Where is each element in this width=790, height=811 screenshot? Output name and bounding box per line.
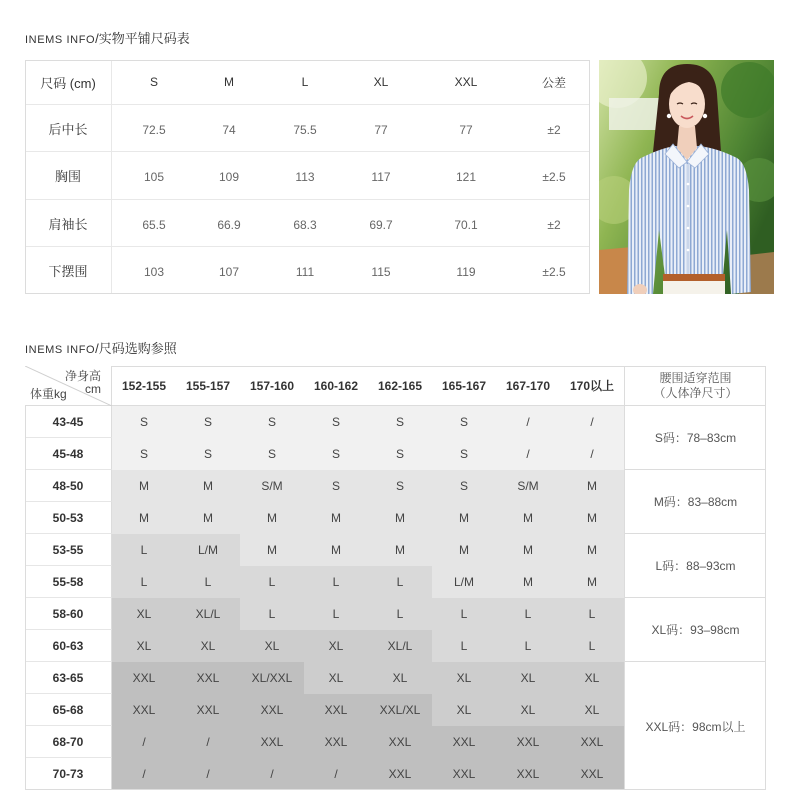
- flat-table-value: 119: [456, 265, 476, 279]
- size-guide-size-cell: S: [368, 438, 432, 470]
- size-guide-size-cell: XXL: [112, 694, 176, 726]
- size-guide-size-cell: L: [432, 630, 496, 662]
- flat-table-size-header: XXL: [414, 60, 518, 105]
- flat-table-size-header: XL: [348, 60, 414, 105]
- flat-table-value: 75.5: [262, 105, 348, 152]
- size-guide-size-cell: L: [304, 598, 368, 630]
- flat-table-title-brand: INEMS INFO: [25, 34, 96, 46]
- size-guide-size-cell: XXL: [496, 758, 560, 790]
- size-guide-title: [25, 341, 177, 358]
- size-guide-size-cell: XXL: [560, 758, 624, 790]
- size-guide-size-cell: XL: [432, 662, 496, 694]
- size-guide-size-cell: XL: [304, 630, 368, 662]
- size-guide-weight-label: 68-70: [25, 726, 112, 758]
- size-guide-size-cell: L: [240, 598, 304, 630]
- size-guide-size-cell: L: [240, 566, 304, 598]
- flat-table-row-label: 肩袖长: [25, 200, 112, 247]
- size-guide-size-cell: M: [368, 502, 432, 534]
- flat-table-value: 109: [196, 152, 262, 200]
- size-guide-size-cell: S: [176, 438, 240, 470]
- size-guide-size-cell: /: [176, 758, 240, 790]
- flat-table-value: 121: [414, 152, 518, 200]
- size-guide-title-text: /尺码选购参照: [95, 341, 177, 356]
- flat-table-header-label: 尺码 (cm): [25, 60, 112, 105]
- size-guide-size-cell: M: [240, 502, 304, 534]
- flat-table-value: 72.5: [112, 105, 196, 152]
- size-guide-size-cell: M: [240, 534, 304, 566]
- size-guide-size-cell: XXL: [176, 662, 240, 694]
- size-guide-size-cell: L: [560, 598, 624, 630]
- corner-height-unit: cm: [85, 382, 101, 396]
- corner-weight-label: 体重kg: [30, 387, 67, 401]
- waist-header-title: 腰围适穿范围: [659, 370, 732, 385]
- flat-table-value: 111: [295, 265, 315, 279]
- flat-measurement-table: [25, 60, 590, 294]
- size-guide-size-cell: L: [368, 598, 432, 630]
- size-guide-size-cell: /: [112, 726, 176, 758]
- flat-table-value: 77: [414, 105, 518, 152]
- size-guide-size-cell: XXL: [176, 694, 240, 726]
- flat-table-value: 69.7: [348, 200, 414, 247]
- flat-table-value: 65.5: [112, 200, 196, 247]
- size-guide-size-cell: S: [432, 470, 496, 502]
- size-guide-size-cell: S: [304, 438, 368, 470]
- size-guide-size-cell: S: [368, 470, 432, 502]
- flat-table-value: 70.1: [414, 200, 518, 247]
- size-guide-size-cell: XL: [560, 694, 624, 726]
- size-guide-size-cell: XL: [368, 662, 432, 694]
- flat-table-size-header: 公差: [518, 60, 590, 105]
- flat-table-value: 107: [218, 265, 240, 279]
- size-guide-size-cell: M: [176, 502, 240, 534]
- size-guide-size-cell: XXL: [368, 726, 432, 758]
- flat-table-row-label: 胸围: [25, 152, 112, 200]
- flat-table-title: [25, 31, 190, 48]
- flat-table-value: ±2.5: [542, 265, 566, 279]
- size-guide-size-cell: /: [496, 438, 560, 470]
- size-guide-size-cell: S: [112, 406, 176, 438]
- size-guide-size-cell: L: [560, 630, 624, 662]
- size-guide-size-cell: S: [240, 438, 304, 470]
- size-guide-size-cell: XL: [432, 694, 496, 726]
- flat-table-value: 115: [371, 265, 391, 279]
- flat-table-value: 113: [262, 152, 348, 200]
- size-guide-size-cell: M: [496, 502, 560, 534]
- size-guide-title-brand: INEMS INFO: [25, 344, 96, 356]
- size-guide-size-cell: S: [176, 406, 240, 438]
- size-guide-waist-header: [624, 366, 766, 406]
- size-guide-size-cell: /: [176, 726, 240, 758]
- size-guide-size-cell: S: [240, 406, 304, 438]
- size-guide-size-cell: M: [496, 566, 560, 598]
- size-guide-size-cell: L: [304, 566, 368, 598]
- size-guide-size-cell: S: [112, 438, 176, 470]
- size-guide-size-cell: XXL: [112, 662, 176, 694]
- size-guide-waist-range: S码：78–83cm: [624, 406, 766, 470]
- size-guide-size-cell: /: [240, 758, 304, 790]
- size-guide-size-cell: /: [560, 438, 624, 470]
- size-guide-size-cell: S/M: [240, 470, 304, 502]
- size-guide-size-cell: XXL: [304, 726, 368, 758]
- size-guide-weight-label: 63-65: [25, 662, 112, 694]
- size-guide-size-cell: XL: [240, 630, 304, 662]
- size-guide-size-cell: XXL/XL: [368, 694, 432, 726]
- size-guide-size-cell: M: [112, 470, 176, 502]
- size-guide-size-cell: M: [560, 470, 624, 502]
- size-guide-size-cell: M: [432, 534, 496, 566]
- flat-table-size-header: S: [112, 60, 196, 105]
- size-guide-size-cell: L: [112, 534, 176, 566]
- size-guide-weight-label: 48-50: [25, 470, 112, 502]
- size-guide-weight-label: 55-58: [25, 566, 112, 598]
- waist-header-subtitle: （人体净尺寸）: [653, 385, 738, 400]
- size-guide-size-cell: L: [432, 598, 496, 630]
- flat-table-size-header: M: [196, 60, 262, 105]
- size-guide-size-cell: M: [432, 502, 496, 534]
- size-guide-size-cell: M: [112, 502, 176, 534]
- flat-table-value: 68.3: [262, 200, 348, 247]
- size-guide-size-cell: XXL: [560, 726, 624, 758]
- size-guide-size-cell: M: [496, 534, 560, 566]
- size-guide-size-cell: L: [176, 566, 240, 598]
- size-guide-size-cell: /: [560, 406, 624, 438]
- flat-table-row-label: 后中长: [25, 105, 112, 152]
- size-guide-size-cell: XL: [496, 694, 560, 726]
- size-guide-size-cell: M: [304, 502, 368, 534]
- size-guide-size-cell: L/M: [432, 566, 496, 598]
- flat-table-value: 77: [348, 105, 414, 152]
- size-guide-size-cell: XXL: [240, 726, 304, 758]
- size-guide-corner-header: [25, 366, 112, 406]
- size-guide-size-cell: XXL: [304, 694, 368, 726]
- size-guide-height-header: 170以上: [560, 366, 624, 406]
- flat-table-value: 66.9: [196, 200, 262, 247]
- size-guide-waist-range: M码：83–88cm: [624, 470, 766, 534]
- size-guide-size-cell: L: [112, 566, 176, 598]
- size-guide-size-cell: XL: [112, 630, 176, 662]
- size-guide-size-cell: XL: [112, 598, 176, 630]
- size-guide-height-header: 162-165: [368, 366, 432, 406]
- size-guide-size-cell: S: [432, 406, 496, 438]
- size-guide-size-cell: S: [368, 406, 432, 438]
- size-guide-size-cell: /: [496, 406, 560, 438]
- size-guide-weight-label: 53-55: [25, 534, 112, 566]
- size-guide-size-cell: L: [496, 598, 560, 630]
- flat-table-title-text: /实物平铺尺码表: [95, 31, 190, 46]
- size-guide-size-cell: S/M: [496, 470, 560, 502]
- size-guide-size-cell: XL: [176, 630, 240, 662]
- size-guide-size-cell: M: [560, 502, 624, 534]
- size-guide-weight-label: 45-48: [25, 438, 112, 470]
- size-guide-weight-label: 58-60: [25, 598, 112, 630]
- size-guide-size-cell: XL: [496, 662, 560, 694]
- size-guide-size-cell: L: [368, 566, 432, 598]
- size-guide-size-cell: S: [304, 406, 368, 438]
- size-guide-size-cell: M: [304, 534, 368, 566]
- flat-table-size-header: L: [262, 60, 348, 105]
- size-guide-height-header: 157-160: [240, 366, 304, 406]
- size-guide-size-cell: S: [432, 438, 496, 470]
- size-guide-size-cell: XXL: [496, 726, 560, 758]
- flat-table-row-label: 下摆围: [25, 247, 112, 294]
- flat-table-value: ±2.5: [518, 152, 590, 200]
- flat-table-value: ±2: [518, 200, 590, 247]
- size-guide-size-cell: XXL: [432, 726, 496, 758]
- corner-height-label: 净身高: [64, 369, 101, 383]
- size-guide-weight-label: 43-45: [25, 406, 112, 438]
- size-guide-height-header: 160-162: [304, 366, 368, 406]
- size-guide-size-cell: S: [304, 470, 368, 502]
- size-guide-size-cell: M: [560, 566, 624, 598]
- flat-table-value: 117: [348, 152, 414, 200]
- size-guide-table: [25, 366, 766, 790]
- size-guide-height-header: 155-157: [176, 366, 240, 406]
- flat-table-value: 74: [196, 105, 262, 152]
- size-guide-size-cell: XL/L: [176, 598, 240, 630]
- size-guide-size-cell: M: [176, 470, 240, 502]
- size-guide-weight-label: 65-68: [25, 694, 112, 726]
- size-guide-size-cell: XXL: [432, 758, 496, 790]
- size-guide-weight-label: 70-73: [25, 758, 112, 790]
- size-guide-size-cell: /: [112, 758, 176, 790]
- size-guide-weight-label: 50-53: [25, 502, 112, 534]
- size-guide-height-header: 165-167: [432, 366, 496, 406]
- size-guide-height-header: 152-155: [112, 366, 176, 406]
- size-guide-size-cell: XXL: [240, 694, 304, 726]
- size-guide-height-header: 167-170: [496, 366, 560, 406]
- size-guide-size-cell: XL: [304, 662, 368, 694]
- size-guide-size-cell: XL/XXL: [240, 662, 304, 694]
- flat-table-value: ±2: [518, 105, 590, 152]
- size-guide-waist-range: L码：88–93cm: [624, 534, 766, 598]
- size-guide-size-cell: M: [368, 534, 432, 566]
- size-guide-size-cell: XXL: [368, 758, 432, 790]
- flat-table-value: 105: [112, 152, 196, 200]
- size-guide-size-cell: XL: [560, 662, 624, 694]
- size-guide-size-cell: XL/L: [368, 630, 432, 662]
- size-guide-size-cell: M: [560, 534, 624, 566]
- size-guide-size-cell: /: [304, 758, 368, 790]
- model-photo: [599, 60, 774, 294]
- size-guide-size-cell: L/M: [176, 534, 240, 566]
- size-guide-size-cell: L: [496, 630, 560, 662]
- size-guide-waist-range: XL码：93–98cm: [624, 598, 766, 662]
- size-guide-weight-label: 60-63: [25, 630, 112, 662]
- size-guide-waist-range: XXL码：98cm以上: [624, 662, 766, 790]
- flat-table-value: 103: [143, 265, 165, 279]
